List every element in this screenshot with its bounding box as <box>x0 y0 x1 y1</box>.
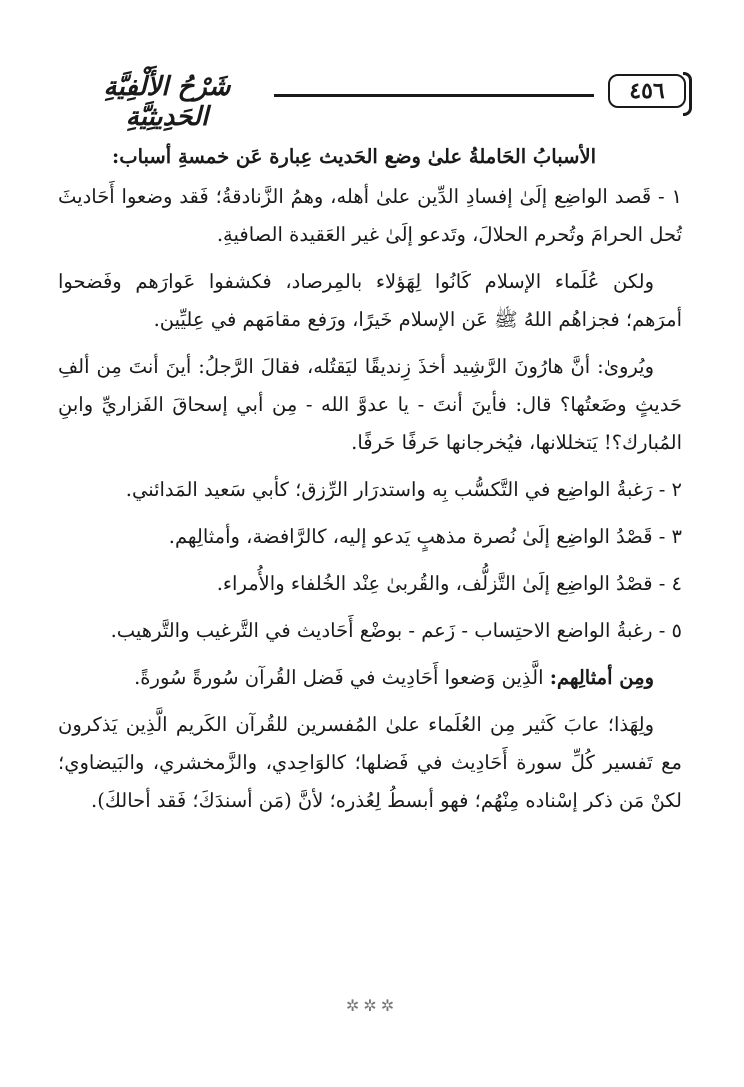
paragraph-examples <box>58 659 682 697</box>
paragraph-mufassirun: ولِهَذا؛ عابَ كَثير مِن العُلَماء علىٰ المُفسرين للقُرآن الكَريم الَّذِين يَذكرون مع تَفسير كُلِّ سورة أَحَادِيث في فَضلها؛ كالوَاحِدي، والزَّمخشري، والبَيضاوي؛ لكنْ مَن ذكر إسْناده مِنْهُم؛ فهو أبسطُ لِعُذره؛ لأنَّ (مَن أسندَكَ؛ فَقد أحالكَ). <box>58 713 682 812</box>
list-item-3: ٣ - قَصْدُ الواضِع إلَىٰ نُصرة مذهبٍ يَدعو إليه، كالرَّافضة، وأمثالِهم. <box>168 525 682 548</box>
page-header <box>62 72 686 132</box>
examples-text: الَّذِين وَضعوا أَحَادِيث في فَضل القُرآن سُورةً سُورةً. <box>134 666 550 689</box>
paragraph-harun: ويُروىٰ: أنَّ هارُونَ الرَّشِيد أخذَ زِنديقًا ليَقتُله، فقالَ الرَّجلُ: أينَ أنتَ مِن ألفِ حَديثٍ وضَعتُها؟ قال: فأينَ أنتَ - يا عدوَّ الله - مِن أبي إسحاقَ الفَزاريِّ وابنِ المُبارك؟! يَتخللانها، فيُخرجانها حَرفًا حَرفًا. <box>58 355 682 454</box>
ornament-divider-icon: ✲✲✲ <box>345 996 399 1015</box>
section-heading: الأسبابُ الحَاملةُ علىٰ وضع الحَديث عِبارة عَن خمسةِ أسباب: <box>112 145 596 168</box>
paragraph-scholars: ولكن عُلَماء الإسلام كَانُوا لِهَؤلاء بالمِرصاد، فكشفوا عَوارَهم وفَضحوا أمرَهم؛ فجزاهُم اللهُ ﷺ عَن الإسلام خَيرًا، ورَفع مقامَهم في عِليِّين. <box>58 270 682 331</box>
page-content <box>58 138 682 829</box>
list-item-2: ٢ - رَغبةُ الواضِع في التَّكسُّب بِه واستدرَار الرِّزق؛ كأبي سَعيد المَدائني. <box>125 478 682 501</box>
list-item-5: ٥ - رغبةُ الواضع الاحتِساب - زَعم - بوضْع أَحَاديث في التَّرغيب والتَّرهيب. <box>110 619 682 642</box>
book-title: شَرْحُ الأَلْفِيَّةِ الحَدِيثِيَّةِ <box>103 72 231 132</box>
header-rule <box>274 94 594 97</box>
list-item-4: ٤ - قصْدُ الواضِع إلَىٰ التَّزلُّف، والقُربىٰ عِنْد الخُلفاء والأُمراء. <box>216 572 682 595</box>
page-number: ٤٥٦ <box>608 74 686 108</box>
examples-lead: ومِن أمثالِهم: <box>549 666 654 689</box>
list-item-1: ١ - قَصد الواضِع إلَىٰ إفسادِ الدِّين علىٰ أهله، وهمُ الزَّنادقةُ؛ فَقد وضعوا أَحَاديثَ تُحل الحرامَ وتُحرم الحلالَ، وتَدعو إلَىٰ غير العَقيدة الصافيةِ. <box>58 185 682 246</box>
